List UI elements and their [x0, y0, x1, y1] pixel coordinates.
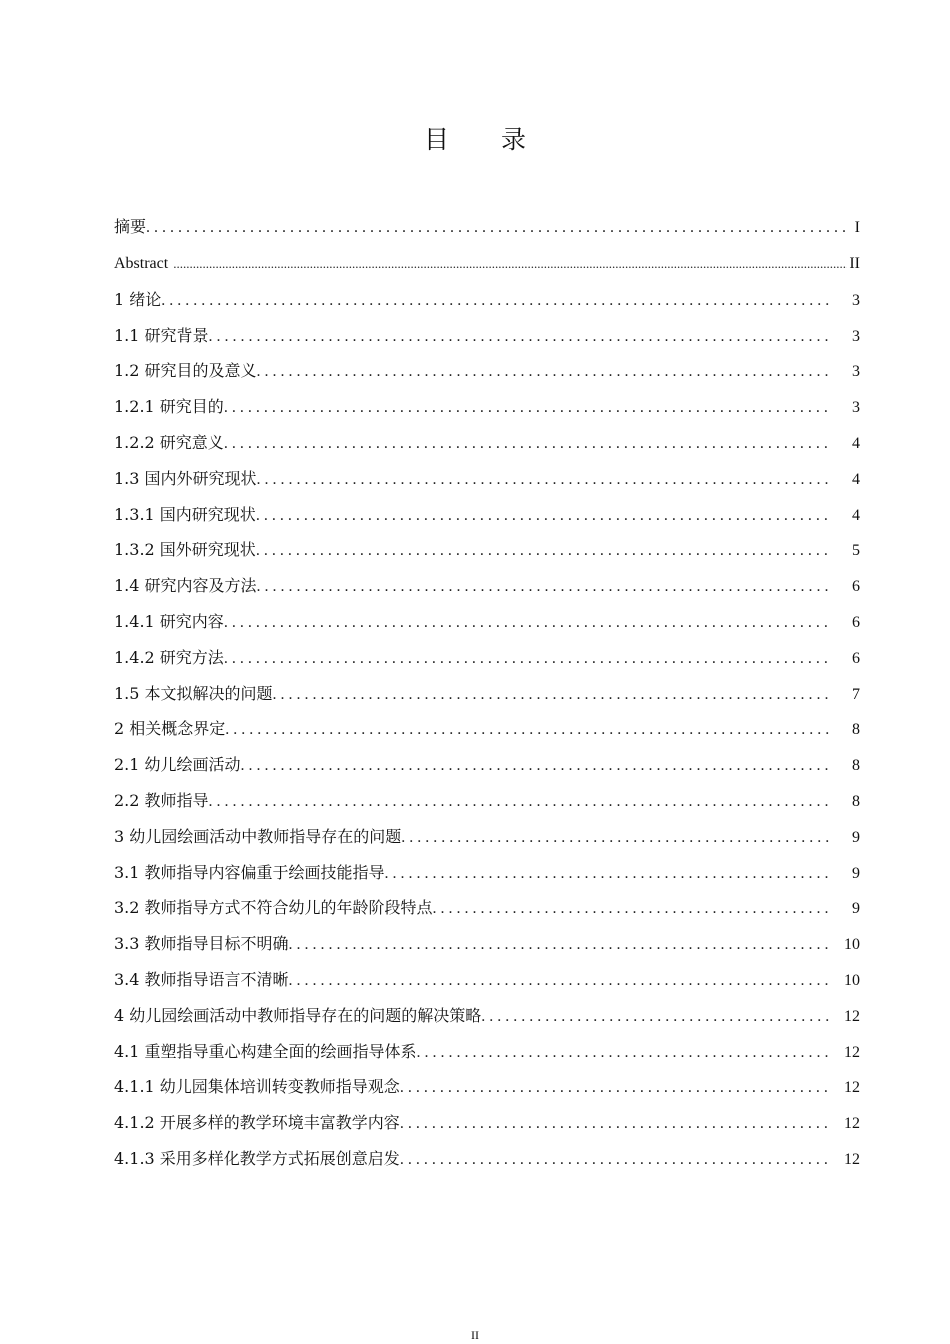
toc-entry[interactable]: [114, 676, 860, 712]
toc-entry-title: 2.2 教师指导: [114, 790, 209, 810]
toc-entry-title: 4.1.2 开展多样的教学环境丰富教学内容: [114, 1113, 400, 1133]
toc-entry-title: 3.3 教师指导目标不明确: [114, 934, 289, 954]
toc-entry-title: 3.2 教师指导方式不符合幼儿的年龄阶段特点: [114, 898, 433, 918]
toc-entry-page: 12: [844, 1007, 860, 1025]
toc-entry[interactable]: [114, 497, 860, 533]
toc-entry-page: 7: [852, 685, 860, 703]
toc-leader-dots: [433, 891, 832, 926]
toc-leader-dots: [273, 677, 832, 712]
toc-leader-dots: [224, 390, 832, 425]
toc-entry[interactable]: [114, 353, 860, 389]
toc-leader-dots: [173, 246, 847, 282]
toc-entry-title: 1.4.2 研究方法: [114, 647, 224, 667]
toc-leader-dots: [225, 712, 832, 747]
table-of-contents: [114, 208, 860, 1177]
toc-entry-title: 3.1 教师指导内容偏重于绘画技能指导: [114, 862, 385, 882]
toc-entry[interactable]: [114, 640, 860, 676]
toc-entry-page: 12: [844, 1115, 860, 1133]
toc-entry-page: 3: [852, 399, 860, 417]
toc-entry[interactable]: [114, 819, 860, 855]
toc-entry-page: 9: [852, 900, 860, 918]
toc-entry-title: 4.1.1 幼儿园集体培训转变教师指导观念: [114, 1077, 400, 1097]
toc-entry[interactable]: [114, 1141, 860, 1177]
toc-entry[interactable]: [114, 1034, 860, 1070]
toc-entry[interactable]: [114, 711, 860, 747]
toc-entry[interactable]: [114, 926, 860, 962]
toc-entry-page: 10: [844, 936, 860, 954]
toc-entry-title: Abstract: [114, 255, 169, 272]
toc-entry-title: 1.3 国内外研究现状: [114, 468, 257, 488]
toc-entry[interactable]: [114, 568, 860, 604]
toc-entry[interactable]: [114, 282, 860, 318]
toc-leader-dots: [241, 748, 832, 783]
toc-entry-page: 9: [852, 828, 860, 846]
toc-entry-page: 6: [852, 613, 860, 631]
toc-leader-dots: [289, 963, 832, 998]
toc-entry-page: 8: [852, 792, 860, 810]
page-number-footer: II: [471, 1328, 479, 1342]
toc-leader-dots: [224, 605, 832, 640]
toc-entry-page: 9: [852, 864, 860, 882]
toc-leader-dots: [161, 283, 832, 318]
toc-entry[interactable]: [114, 425, 860, 461]
toc-entry-page: 3: [852, 291, 860, 309]
toc-entry-page: 6: [852, 578, 860, 596]
toc-entry-title: 1.2 研究目的及意义: [114, 361, 257, 381]
toc-entry-page: 4: [852, 434, 860, 452]
toc-leader-dots: [401, 820, 832, 855]
toc-entry-page: 12: [844, 1079, 860, 1097]
toc-leader-dots: [257, 462, 832, 497]
toc-entry-title: 3.4 教师指导语言不清晰: [114, 969, 289, 989]
toc-entry-title: 4.1 重塑指导重心构建全面的绘画指导体系: [114, 1041, 417, 1061]
toc-entry-page: II: [849, 255, 860, 272]
toc-entry-title: 1.3.1 国内研究现状: [114, 504, 256, 524]
toc-entry-title: 1.4.1 研究内容: [114, 611, 224, 631]
toc-entry-title: 2.1 幼儿绘画活动: [114, 755, 241, 775]
toc-entry-page: 12: [844, 1150, 860, 1168]
toc-entry-page: 10: [844, 971, 860, 989]
toc-entry-page: 8: [852, 721, 860, 739]
toc-entry-title: 4.1.3 采用多样化教学方式拓展创意启发: [114, 1148, 400, 1168]
toc-entry[interactable]: [114, 532, 860, 568]
toc-leader-dots: [209, 784, 832, 819]
toc-entry[interactable]: [114, 998, 860, 1034]
toc-entry[interactable]: [114, 461, 860, 497]
toc-entry[interactable]: [114, 855, 860, 891]
toc-entry[interactable]: [114, 747, 860, 783]
toc-leader-dots: [385, 856, 832, 891]
toc-leader-dots: [256, 498, 832, 533]
toc-entry-page: 4: [852, 470, 860, 488]
toc-entry[interactable]: [114, 1105, 860, 1141]
toc-entry[interactable]: [114, 389, 860, 425]
toc-leader-dots: [257, 354, 832, 389]
page-title: 目 录: [424, 125, 548, 154]
toc-entry-page: 12: [844, 1043, 860, 1061]
toc-entry-page: 6: [852, 649, 860, 667]
toc-entry[interactable]: [114, 1069, 860, 1105]
toc-entry-title: 1.4 研究内容及方法: [114, 576, 257, 596]
toc-leader-dots: [256, 533, 832, 568]
toc-leader-dots: [257, 569, 832, 604]
toc-leader-dots: [481, 999, 832, 1034]
toc-entry[interactable]: [114, 318, 860, 354]
toc-entry-page: 4: [852, 506, 860, 524]
toc-leader-dots: [289, 927, 832, 962]
toc-entry-title: 3 幼儿园绘画活动中教师指导存在的问题: [114, 826, 402, 846]
toc-entry-title: 1 绪论: [114, 289, 162, 309]
toc-entry[interactable]: [114, 890, 860, 926]
toc-entry-page: 5: [852, 542, 860, 560]
toc-entry-title: 1.2.2 研究意义: [114, 432, 224, 452]
toc-entry-page: I: [854, 219, 860, 236]
toc-entry[interactable]: [114, 208, 860, 246]
toc-entry-title: 1.2.1 研究目的: [114, 397, 224, 417]
toc-leader-dots: [400, 1106, 832, 1141]
toc-leader-dots: [400, 1142, 832, 1177]
toc-leader-dots: [400, 1070, 832, 1105]
toc-leader-dots: [417, 1035, 832, 1070]
toc-entry-page: 8: [852, 757, 860, 775]
toc-leader-dots: [224, 641, 832, 676]
toc-leader-dots: [224, 426, 832, 461]
toc-entry-page: 3: [852, 363, 860, 381]
toc-entry[interactable]: [114, 783, 860, 819]
toc-entry-page: 3: [852, 327, 860, 345]
toc-leader-dots: [209, 319, 832, 354]
toc-entry-title: 4 幼儿园绘画活动中教师指导存在的问题的解决策略: [114, 1005, 482, 1025]
toc-entry-title: 摘要: [114, 217, 147, 236]
toc-leader-dots: [146, 209, 848, 246]
toc-entry[interactable]: [114, 246, 860, 282]
toc-entry-title: 2 相关概念界定: [114, 719, 226, 739]
toc-entry-title: 1.3.2 国外研究现状: [114, 540, 256, 560]
toc-entry-title: 1.5 本文拟解决的问题: [114, 683, 273, 703]
toc-entry-title: 1.1 研究背景: [114, 325, 209, 345]
toc-entry[interactable]: [114, 962, 860, 998]
toc-entry[interactable]: [114, 604, 860, 640]
